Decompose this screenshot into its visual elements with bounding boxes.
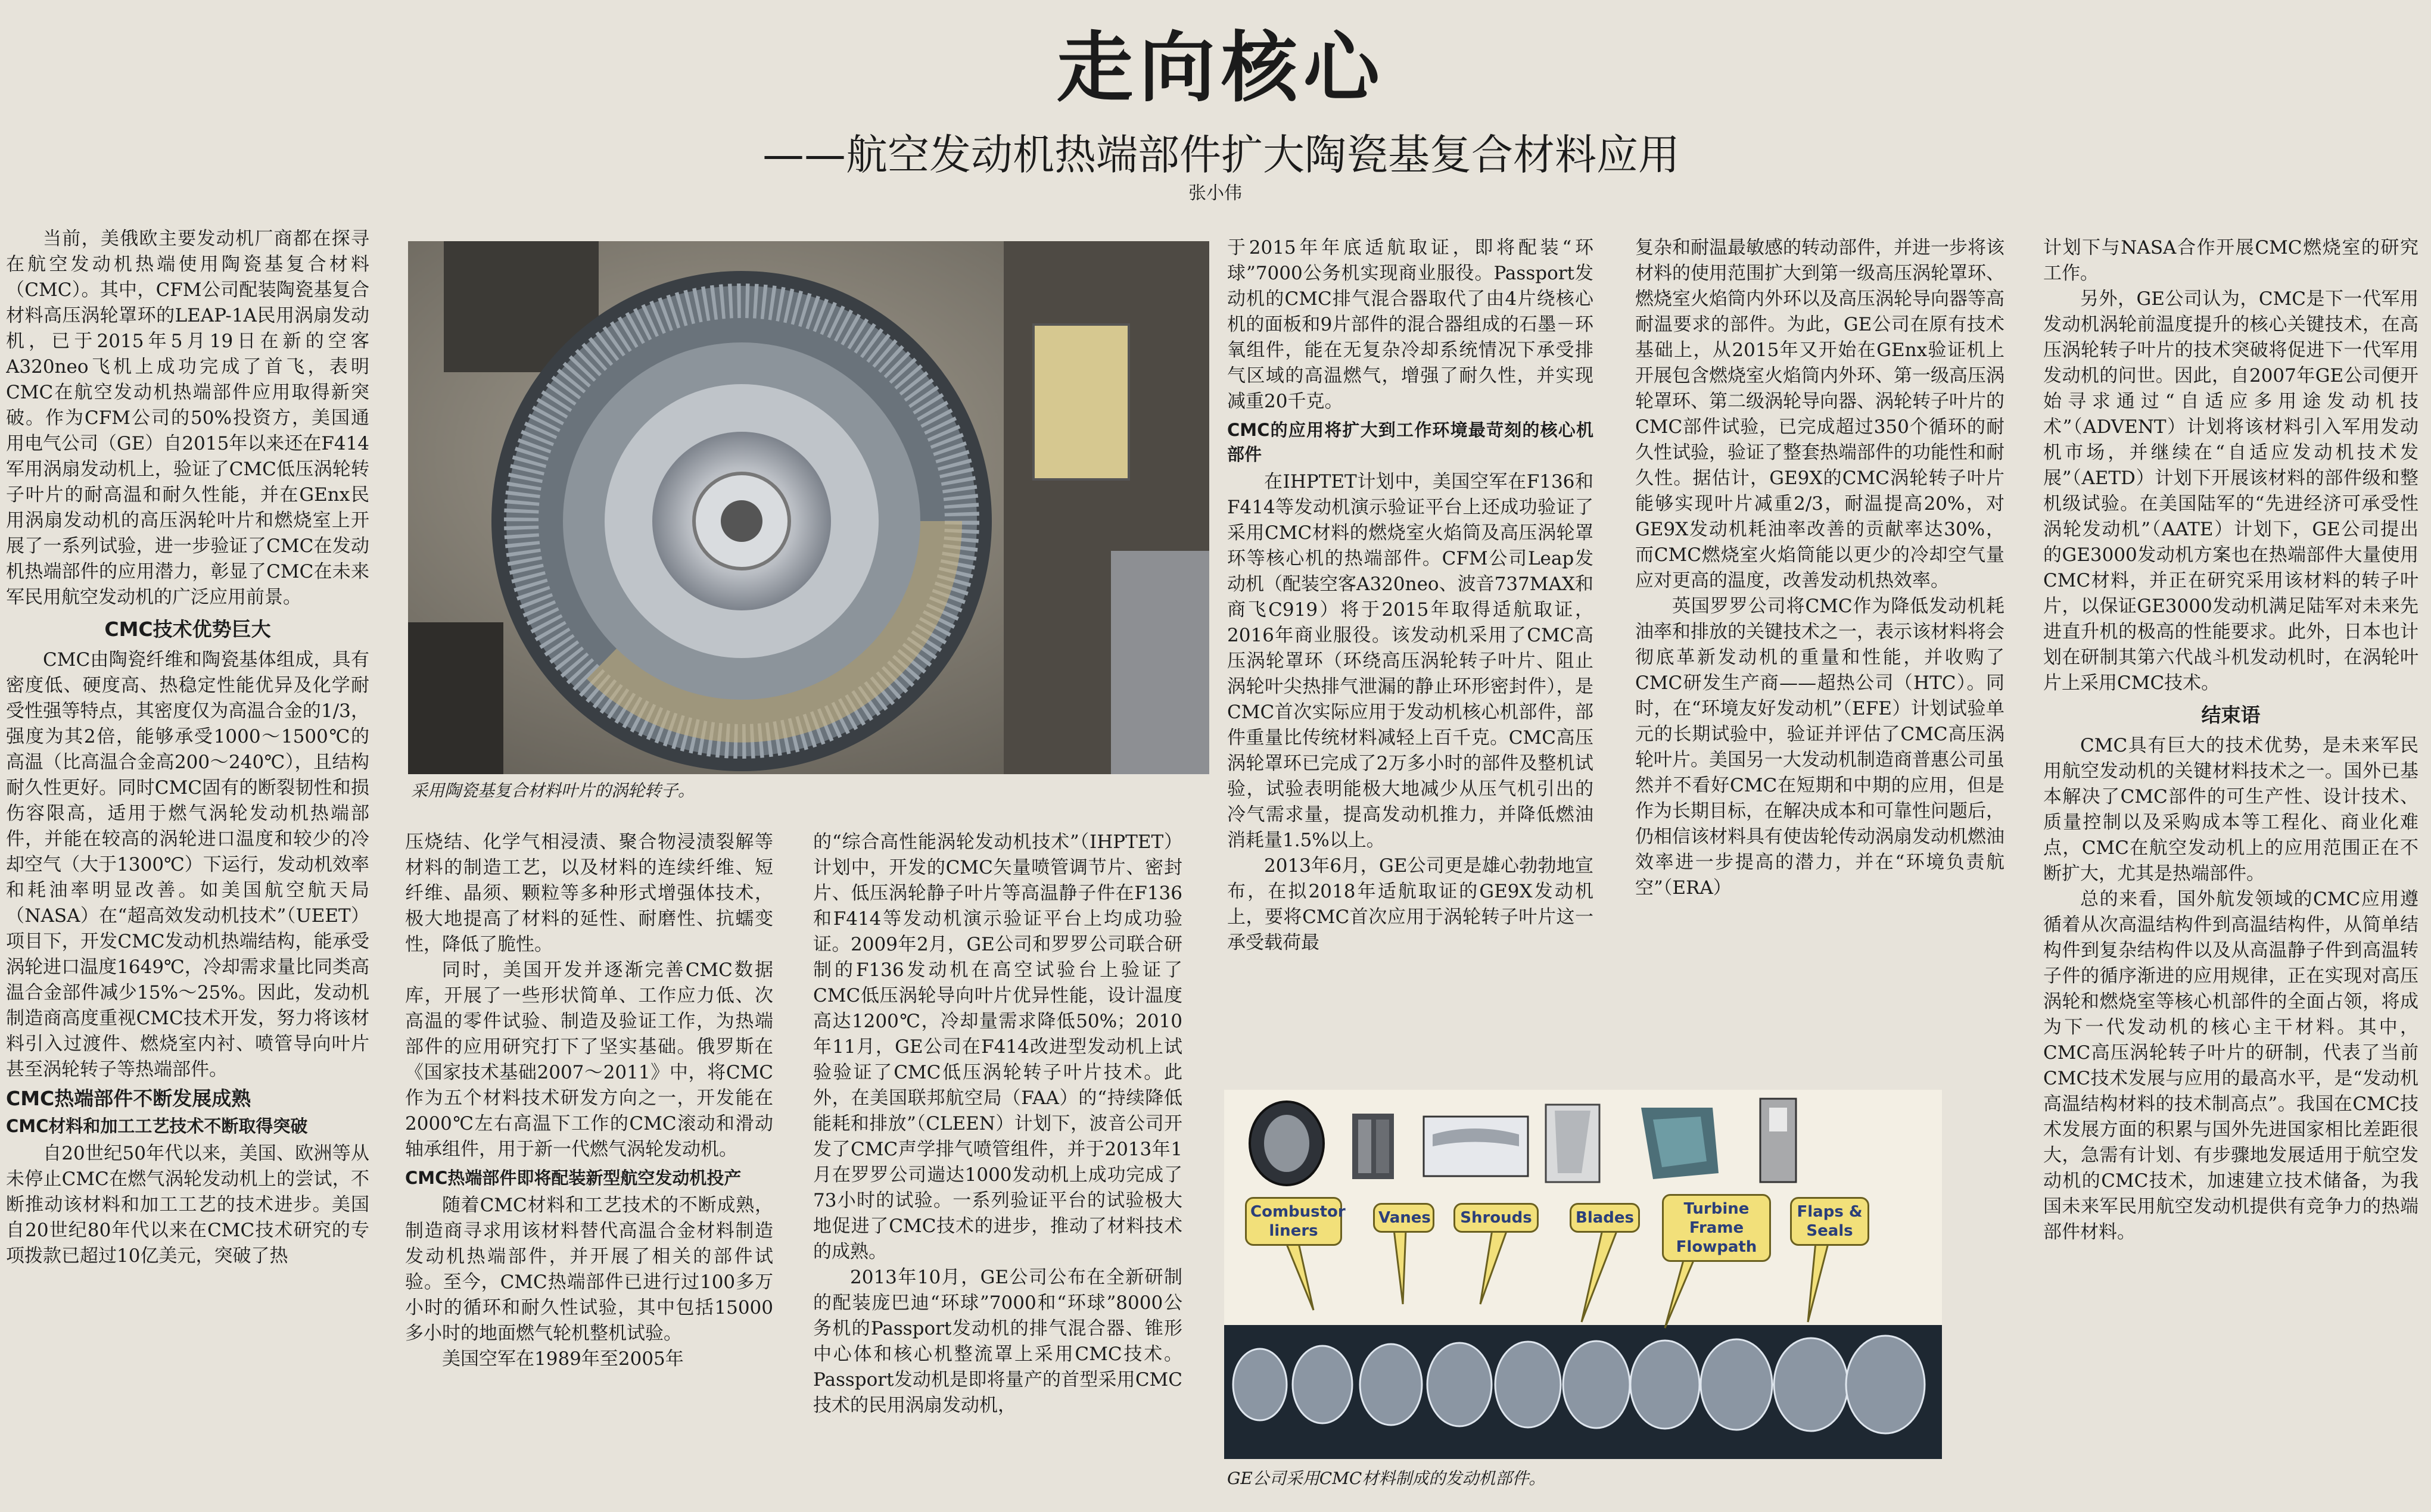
paragraph: 于2015年年底适航取证，即将配装“环球”7000公务机实现商业服役。Passport发动机的CMC排气混合器取代了由4片绕核心机的面板和9片部件的混合器组成的石墨－环氧组件，能在无复杂冷却系统情况下承受排气区域的高温燃气，增强了耐久性，并实现减重20千克。 xyxy=(1227,237,1593,412)
section-heading: CMC的应用将扩大到工作环境最苛刻的核心机部件 xyxy=(1227,420,1593,464)
paragraph: 自20世纪50年代以来，美国、欧洲等从未停止CMC在燃气涡轮发动机上的尝试，不断推动该材料和加工工艺的技术进步。美国自20世纪80年代以来在CMC技术研究的专项拨款已超过10亿美元，突破了热 xyxy=(6,1143,369,1267)
subheadline: ——航空发动机热端部件扩大陶瓷基复合材料应用 xyxy=(762,130,1680,179)
byline: 张小伟 xyxy=(1188,183,1242,204)
paragraph: 当前，美俄欧主要发动机厂商都在探寻在航空发动机热端使用陶瓷基复合材料（CMC）。其中，CFM公司配装陶瓷基复合材料高压涡轮罩环的LEAP-1A民用涡扇发动机，已于2015年5月19日在新的空客A320neo飞机上成功完成了首飞，表明CMC在航空发动机热端部件应用取得新突破。作为CFM公司的50%投资方，美国通用电气公司（GE）自2015年以来还在F414军用涡扇发动机上，验证了CMC低压涡轮转子叶片的耐高温和耐久性能，并在GEnx民用涡扇发动机的高压涡轮叶片和燃烧室上开展了一系列试验，进一步验证了CMC在发动机热端部件的应用潜力，彰显了CMC在未来军民用航空发动机的广泛应用前景。 xyxy=(6,228,369,608)
paragraph: 同时，美国开发并逐渐完善CMC数据库，开展了一些形状简单、工作应力低、次高温的零件试验、制造及验证工作，为热端部件的应用研究打下了坚实基础。俄罗斯在《国家技术基础2007～2011》中，将CMC作为五个材料技术研发方向之一，开发能在2000℃左右高温下工作的CMC滚动和滑动轴承组件，用于新一代燃气涡轮发动机。 xyxy=(405,959,773,1160)
column-6 xyxy=(2043,235,2418,1504)
column-4 xyxy=(1227,235,1593,1078)
paragraph: 在IHPTET计划中，美国空军在F136和F414等发动机演示验证平台上还成功验证了采用CMC材料的燃烧室火焰筒及高压涡轮罩环等核心机的热端部件。CFM公司Leap发动机（配装空客A320neo、波音737MAX和商飞C919）将于2015年取得适航取证，2016年商业服役。该发动机采用了CMC高压涡轮罩环（环绕高压涡轮转子叶片、阻止涡轮叶尖热排气泄漏的静止环形密封件），是CMC首次实际应用于发动机核心机部件，部件重量比传统材料减轻上百千克。CMC高压涡轮罩环已完成了2万多小时的部件及整机试验，试验表明能极大地减少从压气机引出的冷气需求量，提高发动机推力，并降低燃油消耗量1.5%以上。 xyxy=(1227,471,1593,851)
paragraph: 压烧结、化学气相浸渍、聚合物浸渍裂解等材料的制造工艺，以及材料的连续纤维、短纤维、晶须、颗粒等多种形式增强体技术，极大地提高了材料的延性、耐磨性、抗蠕变性，降低了脆性。 xyxy=(405,831,773,955)
blades-label: Blades xyxy=(1570,1203,1640,1233)
column-1 xyxy=(6,226,369,1501)
paragraph: 美国空军在1989年至2005年 xyxy=(442,1348,684,1370)
paragraph: 2013年10月，GE公司公布在全新研制的配装庞巴迪“环球”7000和“环球”8000公务机的Passport发动机的排气混合器、锥形中心体和核心机整流罩上采用CMC技术。Passport发动机是即将量产的首型采用CMC技术的民用涡扇发动机， xyxy=(813,1267,1182,1416)
paragraph: CMC由陶瓷纤维和陶瓷基体组成，具有密度低、硬度高、热稳定性能优异及化学耐受性强等特点，其密度仅为高温合金的1/3，强度为其2倍，能够承受1000～1500℃的高温（比高温合金高200～240℃），且结构耐久性更好。同时CMC固有的断裂韧性和损伤容限高，适用于燃气涡轮发动机热端部件，并能在较高的涡轮进口温度和较少的冷却空气（大于1300℃）下运行，发动机效率和耗油率明显改善。如美国航空航天局（NASA）在“超高效发动机技术”（UEET）项目下，开发CMC发动机热端结构，能承受涡轮进口温度1649℃，冷却需求量比同类高温合金部件减少15%～25%。因此，发动机制造商高度重视CMC技术开发，努力将该材料引入过渡件、燃烧室内衬、喷管导向叶片甚至涡轮转子等热端部件。 xyxy=(6,649,369,1080)
turbine-rotor-illustration xyxy=(408,241,1209,774)
column-2 xyxy=(405,830,773,1502)
flaps-seals-label: Flaps & Seals xyxy=(1790,1197,1869,1246)
turbine-frame-flowpath-label: Turbine Frame Flowpath xyxy=(1662,1194,1771,1262)
section-heading: CMC热端部件不断发展成熟 xyxy=(6,1087,251,1110)
subsection-heading: CMC材料和加工工艺技术不断取得突破 xyxy=(6,1116,308,1136)
paragraph: 总的来看，国外航发领域的CMC应用遵循着从次高温结构件到高温结构件，从简单结构件到复杂结构件以及从高温静子件到高温转子件的循序渐进的应用规律，正在实现对高压涡轮和燃烧室等核心机部件的全面占领，将成为下一代发动机的核心主干材料。其中，CMC高压涡轮转子叶片的研制，代表了当前CMC技术发展与应用的最高水平，是“发动机高温结构材料的技术制高点”。我国在CMC技术发展方面的积累与国外先进国家相比差距很大，急需有计划、有步骤地发展适用于航空发动机的CMC技术，加速建立技术储备，为我国未来军民用航空发动机提供有竞争力的热端部件材料。 xyxy=(2043,889,2418,1243)
vanes-label: Vanes xyxy=(1373,1203,1434,1233)
paragraph: CMC具有巨大的技术优势，是未来军民用航空发动机的关键材料技术之一。国外已基本解决了CMC部件的可生产性、设计技术、质量控制以及采购成本等工程化、商业化难点，CMC在航空发动机上的应用范围正在不断扩大，尤其是热端部件。 xyxy=(2043,735,2418,884)
photo-caption: GE公司采用CMC材料制成的发动机部件。 xyxy=(1227,1469,1546,1488)
shrouds-label: Shrouds xyxy=(1453,1203,1539,1233)
paragraph: 的“综合高性能涡轮发动机技术”（IHPTET）计划中，开发的CMC矢量喷管调节片、密封片、低压涡轮静子叶片等高温静子件在F136和F414等发动机演示验证平台上均成功验证。2009年2月，GE公司和罗罗公司联合研制的F136发动机在高空试验台上验证了CMC低压涡轮导向叶片优异性能，设计温度高达1200℃，冷却量需求降低50%；2010年11月，GE公司在F414改进型发动机上试验验证了CMC低压涡轮转子叶片技术。此外，在美国联邦航空局（FAA）的“持续降低能耗和排放”（CLEEN）计划下，波音公司开发了CMC声学排气喷管组件，并于2013年1月在罗罗公司遄达1000发动机上成功完成了73小时的试验。一系列验证平台的试验极大地促进了CMC技术的进步，推动了材料技术的成熟。 xyxy=(813,831,1182,1262)
column-3 xyxy=(813,830,1182,1502)
paragraph: 另外，GE公司认为，CMC是下一代军用发动机涡轮前温度提升的核心关键技术，在高压涡轮转子叶片的技术突破将促进下一代军用发动机的问世。因此，自2007年GE公司便开始寻求通过“自适应多用途发动机技术”（ADVENT）计划将该材料引入军用发动机市场，并继续在“自适应发动机技术发展”（AETD）计划下开展该材料的部件级和整机级试验。在美国陆军的“先进经济可承受性涡轮发动机”（AATE）计划下，GE公司提出的GE3000发动机方案也在热端部件大量使用CMC材料，并正在研究采用该材料的转子叶片，以保证GE3000发动机满足陆军对未来先进直升机的极高的性能要求。此外，日本也计划在研制其第六代战斗机发动机时，在涡轮叶片上采用CMC技术。 xyxy=(2043,288,2418,694)
paragraph: 随着CMC材料和工艺技术的不断成熟，制造商寻求用该材料替代高温合金材料制造发动机热端部件，并开展了相关的部件试验。至今，CMC热端部件已进行过100多万小时的循环和耐久性试验，其中包括15000多小时的地面燃气轮机整机试验。 xyxy=(405,1195,773,1344)
section-heading: 结束语 xyxy=(2201,703,2261,727)
paragraph: 复杂和耐温最敏感的转动部件，并进一步将该材料的使用范围扩大到第一级高压涡轮罩环、燃烧室火焰筒内外环以及高压涡轮导向器等高耐温要求的部件。为此，GE公司在原有技术基础上，从2015年又开始在GEnx验证机上开展包含燃烧室火焰筒内外环、第一级高压涡轮罩环、第二级涡轮导向器、涡轮转子叶片的CMC部件试验，已完成超过350个循环的耐久性试验，验证了整套热端部件的功能性和耐久性。据估计，GE9X的CMC涡轮转子叶片能够实现叶片减重2/3，耐温提高20%，对GE9X发动机耗油率改善的贡献率达30%，而CMC燃烧室火焰筒能以更少的冷却空气量应对更高的温度，改善发动机热效率。 xyxy=(1635,237,2004,591)
photo-caption: 采用陶瓷基复合材料叶片的涡轮转子。 xyxy=(411,781,695,800)
engine-parts-figure xyxy=(1224,1090,1942,1459)
turbine-rotor-photo xyxy=(408,241,1209,774)
engine-parts-illustration xyxy=(1224,1090,1942,1459)
column-5 xyxy=(1635,235,2004,1078)
section-heading: CMC技术优势巨大 xyxy=(104,618,271,641)
paragraph: 英国罗罗公司将CMC作为降低发动机耗油率和排放的关键技术之一，表示该材料将会彻底革新发动机的重量和性能，并收购了CMC研发生产商——超热公司（HTC）。同时，在“环境友好发动机”（EFE）计划试验单元的长期试验中，验证并评估了CMC高压涡轮叶片。美国另一大发动机制造商普惠公司虽然并不看好CMC在短期和中期的应用，但是作为长期目标，在解决成本和可靠性问题后，仍相信该材料具有使齿轮传动涡扇发动机燃油效率进一步提高的潜力，并在“环境负责航空”（ERA） xyxy=(1635,596,2004,899)
paragraph: 2013年6月，GE公司更是雄心勃勃地宣布，在拟2018年适航取证的GE9X发动机上，要将CMC首次应用于涡轮转子叶片这一承受载荷最 xyxy=(1227,855,1593,953)
section-heading: CMC热端部件即将配装新型航空发动机投产 xyxy=(405,1168,742,1188)
headline: 走向核心 xyxy=(1056,24,1386,113)
paragraph: 计划下与NASA合作开展CMC燃烧室的研究工作。 xyxy=(2043,237,2418,284)
combustor-liners-label: Combustor liners xyxy=(1245,1197,1342,1246)
